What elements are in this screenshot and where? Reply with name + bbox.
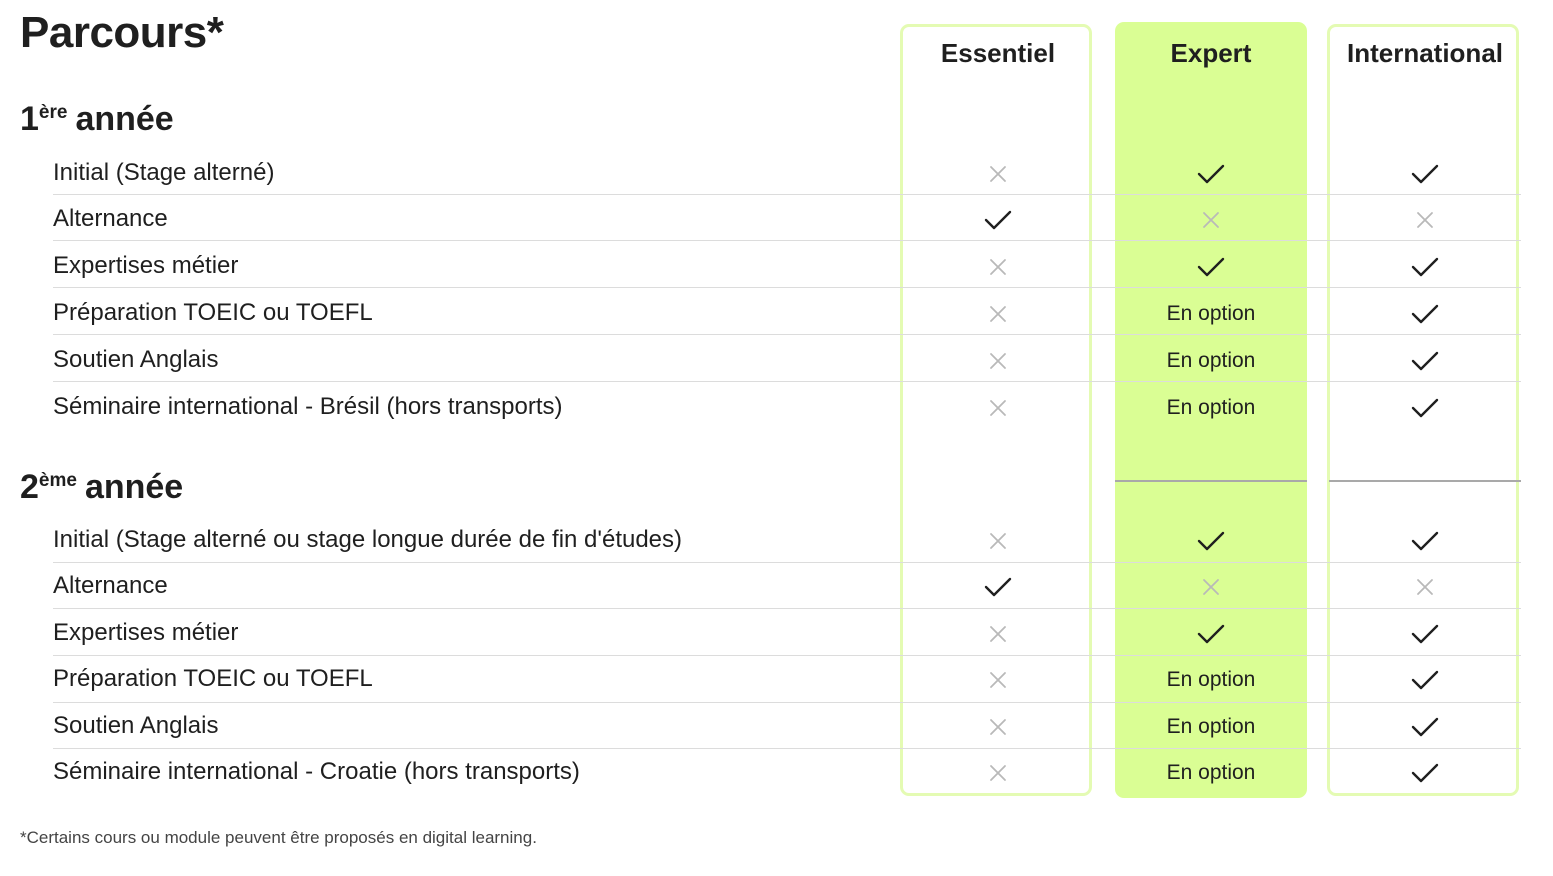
option-label-expert: En option (1166, 761, 1256, 784)
page-title: Parcours* (20, 8, 224, 57)
check-icon (1329, 757, 1521, 789)
row-label: Soutien Anglais (53, 346, 219, 373)
row-divider (53, 334, 1521, 335)
section-heading-year-1: 1ère année (20, 100, 174, 138)
row-label: Alternance (53, 205, 168, 232)
row-label: Initial (Stage alterné ou stage longue durée de fin d'études) (53, 526, 683, 553)
row-divider (53, 702, 1521, 703)
row-divider (53, 748, 1521, 749)
section-divider (1115, 480, 1307, 482)
cross-icon (902, 711, 1094, 743)
row-label: Expertises métier (53, 619, 239, 646)
section-heading-year-2: 2ème année (20, 468, 184, 506)
option-label-expert: En option (1166, 668, 1256, 691)
check-icon (1329, 618, 1521, 650)
cross-icon (1329, 204, 1521, 236)
column-header-expert: Expert (1170, 38, 1252, 68)
row-label: Séminaire international - Croatie (hors transports) (53, 758, 580, 785)
row-divider (53, 194, 1521, 195)
row-divider (53, 562, 1521, 563)
row-label: Séminaire international - Brésil (hors transports) (53, 393, 563, 420)
footnote: *Certains cours ou module peuvent être proposés en digital learning. (20, 828, 537, 847)
check-icon (902, 204, 1094, 236)
option-label-expert: En option (1166, 396, 1256, 419)
row-label: Préparation TOEIC ou TOEFL (53, 665, 373, 692)
option-label-expert: En option (1166, 715, 1256, 738)
cross-icon (1115, 571, 1307, 603)
cross-icon (902, 251, 1094, 283)
section-divider (1329, 480, 1521, 482)
row-divider (53, 240, 1521, 241)
check-icon (1329, 298, 1521, 330)
row-label: Soutien Anglais (53, 712, 219, 739)
row-divider (53, 287, 1521, 288)
check-icon (1115, 158, 1307, 190)
column-header-international: International (1346, 38, 1503, 68)
check-icon (1329, 345, 1521, 377)
row-label: Expertises métier (53, 252, 239, 279)
cross-icon (902, 392, 1094, 424)
cross-icon (902, 158, 1094, 190)
option-label-expert: En option (1166, 349, 1256, 372)
row-divider (53, 608, 1521, 609)
cross-icon (902, 345, 1094, 377)
check-icon (1329, 158, 1521, 190)
check-icon (902, 571, 1094, 603)
cross-icon (902, 664, 1094, 696)
row-label: Préparation TOEIC ou TOEFL (53, 299, 373, 326)
check-icon (1115, 525, 1307, 557)
cross-icon (1115, 204, 1307, 236)
row-divider (53, 655, 1521, 656)
column-header-essentiel: Essentiel (940, 38, 1056, 68)
row-divider (53, 381, 1521, 382)
row-label: Alternance (53, 572, 168, 599)
check-icon (1115, 618, 1307, 650)
option-label-expert: En option (1166, 302, 1256, 325)
check-icon (1329, 664, 1521, 696)
cross-icon (902, 298, 1094, 330)
cross-icon (902, 525, 1094, 557)
check-icon (1329, 525, 1521, 557)
cross-icon (902, 618, 1094, 650)
cross-icon (1329, 571, 1521, 603)
check-icon (1115, 251, 1307, 283)
check-icon (1329, 711, 1521, 743)
check-icon (1329, 392, 1521, 424)
cross-icon (902, 757, 1094, 789)
row-label: Initial (Stage alterné) (53, 159, 275, 186)
check-icon (1329, 251, 1521, 283)
